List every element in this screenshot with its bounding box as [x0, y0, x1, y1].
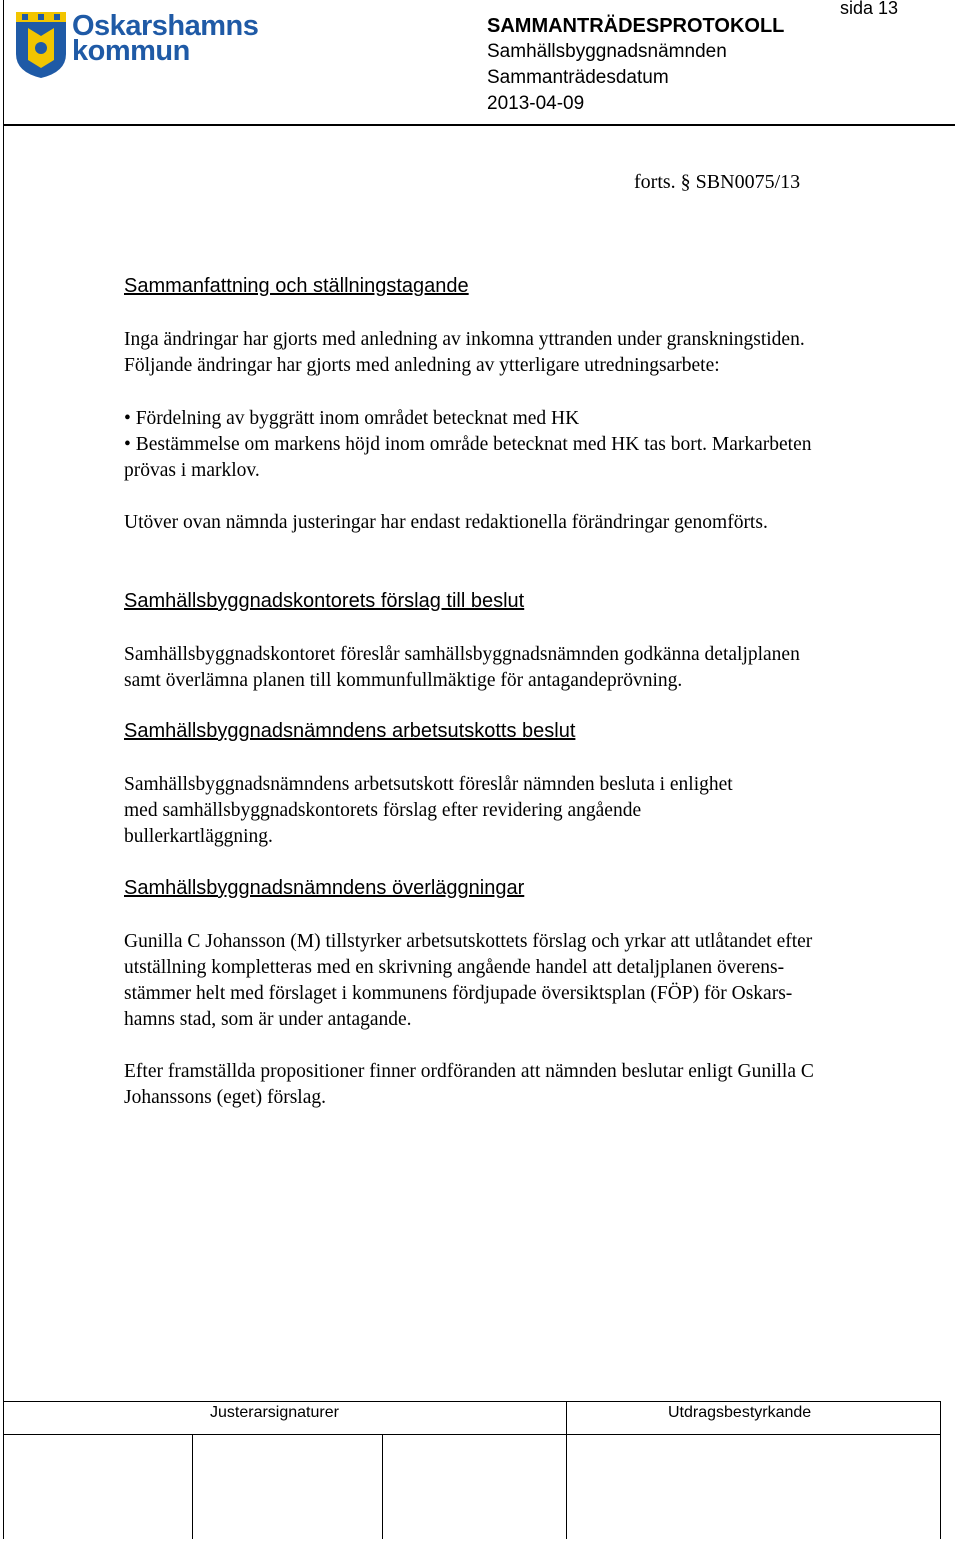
committee-decision-line: Samhällsbyggnadsnämndens arbetsutskott föreslår nämnden besluta i enlighet: [124, 774, 733, 795]
deliberation-line: stämmer helt med förslaget i kommunens fördjupade översiktsplan (FÖP) för Oskars-: [124, 983, 793, 1004]
office-proposal-line: Samhällsbyggnadskontoret föreslår samhällsbyggnadsnämnden godkänna detaljplanen: [124, 644, 800, 665]
header-divider: [3, 124, 955, 126]
logo-wordmark: Oskarshamns kommun: [72, 10, 259, 67]
deliberation-line: utställning kompletteras med en skrivning angående handel att detaljplanen överens-: [124, 957, 785, 978]
footer-table-header-rule: [3, 1434, 941, 1435]
footer-table-left-rule: [3, 1401, 4, 1539]
office-proposal-line: samt överlämna planen till kommunfullmäktige för antagandeprövning.: [124, 670, 683, 691]
summary-paragraph-line: Inga ändringar har gjorts med anledning av inkomna yttranden under granskningstiden.: [124, 329, 805, 350]
case-reference: forts. § SBN0075/13: [634, 171, 801, 193]
bullet-item: • Bestämmelse om markens höjd inom område betecknat med HK tas bort. Markarbeten: [124, 434, 812, 455]
board-name: Samhällsbyggnadsnämnden: [487, 41, 727, 62]
footer-signature-divider: [382, 1434, 383, 1539]
footer-signature-divider: [192, 1434, 193, 1539]
decision-line: Johanssons (eget) förslag.: [124, 1087, 326, 1108]
committee-decision-line: med samhällsbyggnadskontorets förslag efter revidering angående: [124, 800, 642, 821]
footer-table-top-rule: [3, 1401, 941, 1402]
adjusters-signatures-label: Justerarsignaturer: [210, 1404, 339, 1421]
summary-paragraph-line: Utöver ovan nämnda justeringar har endast redaktionella förändringar genomförts.: [124, 512, 768, 533]
decision-line: Efter framställda propositioner finner ordföranden att nämnden beslutar enligt Gunilla C: [124, 1061, 814, 1082]
page-number: sida 13: [840, 0, 899, 18]
protocol-title: SAMMANTRÄDESPROTOKOLL: [487, 15, 785, 37]
summary-paragraph-line: Följande ändringar har gjorts med anledning av ytterligare utredningsarbete:: [124, 355, 720, 376]
footer-section-divider: [566, 1401, 567, 1539]
office-proposal-heading: Samhällsbyggnadskontorets förslag till beslut: [124, 590, 525, 612]
meeting-date: 2013-04-09: [487, 93, 585, 114]
bullet-item: • Fördelning av byggrätt inom området betecknat med HK: [124, 408, 580, 429]
deliberation-heading: Samhällsbyggnadsnämndens överläggningar: [124, 877, 525, 899]
summary-heading: Sammanfattning och ställningstagande: [124, 275, 469, 297]
municipal-coat-of-arms-logo: [14, 10, 70, 80]
bullet-item-continuation: prövas i marklov.: [124, 460, 260, 481]
committee-decision-line: bullerkartläggning.: [124, 826, 273, 847]
committee-decision-heading: Samhällsbyggnadsnämndens arbetsutskotts beslut: [124, 720, 576, 742]
meeting-date-label: Sammanträdesdatum: [487, 67, 669, 88]
footer-table-right-rule: [940, 1401, 941, 1539]
extract-certification-label: Utdragsbestyrkande: [668, 1404, 812, 1421]
deliberation-line: Gunilla C Johansson (M) tillstyrker arbetsutskottets förslag och yrkar att utlåtandet efter: [124, 931, 813, 952]
left-margin-rule: [3, 0, 4, 1412]
deliberation-line: hamns stad, som är under antagande.: [124, 1009, 412, 1030]
